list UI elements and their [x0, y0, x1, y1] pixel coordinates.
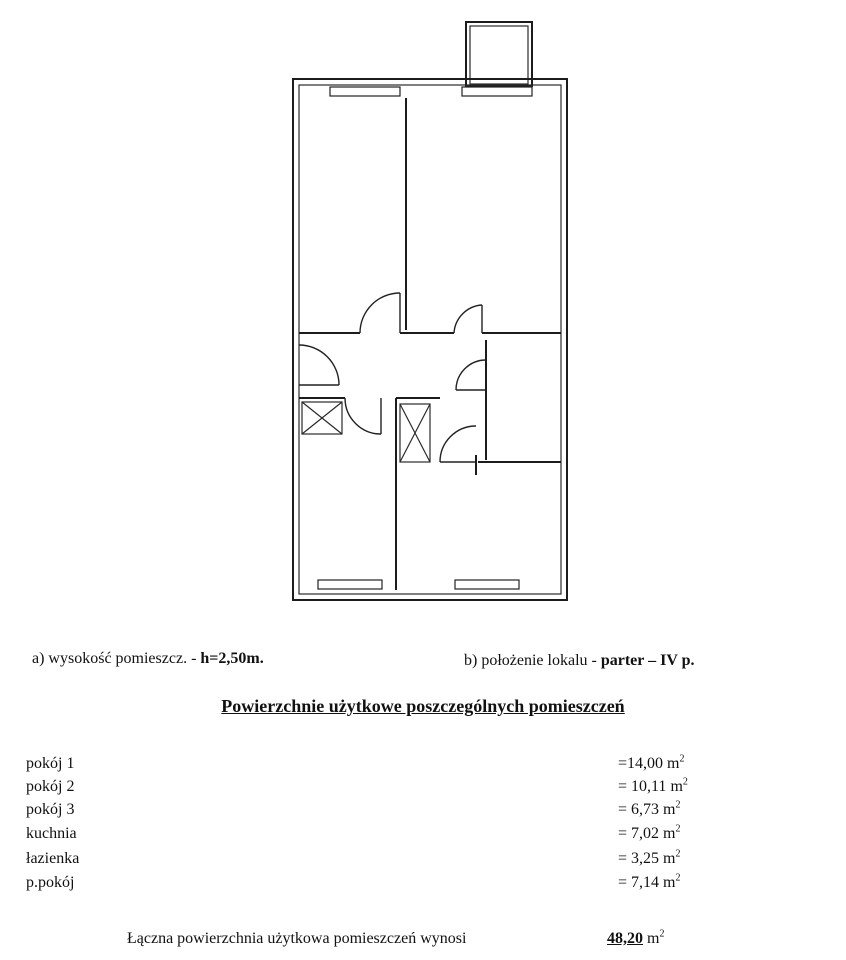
- outer-walls: [293, 79, 567, 600]
- total-value: 48,20 $m^2$: [607, 928, 665, 947]
- height-value: h=2,50m.: [200, 650, 264, 667]
- room-area: =14,00 $m^2$: [618, 753, 685, 772]
- location-value: parter – IV p.: [600, 652, 695, 669]
- balcony: [466, 22, 532, 86]
- room-name: kuchnia: [26, 825, 77, 842]
- total-label: Łączna powierzchnia użytkowa pomieszczeń wynosi: [127, 930, 467, 947]
- location-label: b) położenie lokalu -: [464, 652, 601, 669]
- room-name: pokój 1: [26, 755, 75, 772]
- interior-walls: [299, 98, 561, 590]
- location-info: [464, 652, 694, 670]
- room-name: pokój 3: [26, 801, 75, 818]
- room-area: = 7,14 $m^2$: [618, 872, 681, 891]
- room-area: = 6,73 $m^2$: [618, 799, 681, 818]
- room-area: = 3,25 $m^2$: [618, 848, 681, 867]
- door-swings: [299, 293, 486, 462]
- bottom-windows: [318, 580, 519, 589]
- room-area: = 7,02 $m^2$: [618, 823, 681, 842]
- height-label: a) wysokość pomieszcz. -: [32, 650, 201, 667]
- areas-heading: Powierzchnie użytkowe poszczególnych pomieszczeń: [221, 696, 625, 716]
- room-name: łazienka: [26, 850, 80, 867]
- height-info: [32, 650, 264, 668]
- top-windows: [330, 87, 532, 96]
- room-area: = 10,11 $m^2$: [618, 776, 688, 795]
- room-name: pokój 2: [26, 778, 75, 795]
- vent-shafts: [302, 402, 430, 462]
- room-name: p.pokój: [26, 874, 75, 891]
